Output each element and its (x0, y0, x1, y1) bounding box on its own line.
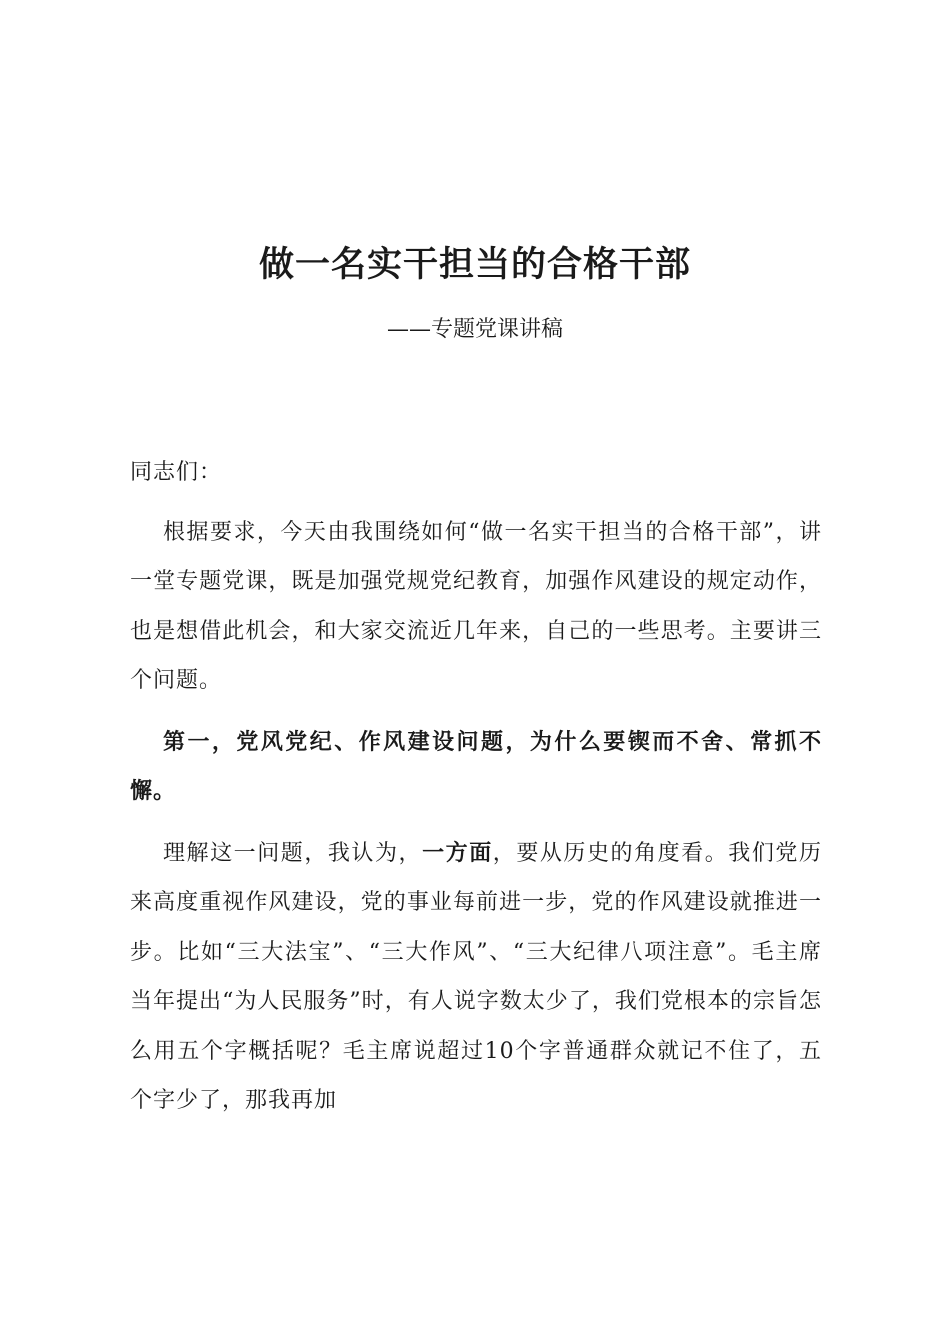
para2-emphasis: 一方面 (422, 839, 493, 866)
document-title: 做一名实干担当的合格干部 (258, 244, 691, 285)
document-body (130, 448, 822, 1126)
section-heading-1: 第一，党风党纪、作风建设问题，为什么要锲而不舍、常抓不懈。 (130, 729, 822, 804)
para2-rest: ，要从历史的角度看。我们党历来高度重视作风建设，党的事业每前进一步，党的作风建设就推进一步。比如“三大法宝”、“三大作风”、“三大纪律八项注意”。毛主席当年提出“为人民服务”时，有人说字数太少了，我们党根本的宗旨怎么用五个字概括呢？毛主席说超过10个字普通群众就记不住了，五个字少了，那我再加 (130, 840, 823, 1113)
salutation: 同志们： (130, 460, 223, 485)
body-paragraph-2 (130, 829, 822, 1126)
document-subtitle: ——专题党课讲稿 (386, 317, 563, 342)
para2-prefix: 理解这一问题，我认为， (163, 840, 423, 866)
intro-paragraph: 根据要求，今天由我围绕如何“做一名实干担当的合格干部”，讲一堂专题党课，既是加强党规党纪教育，加强作风建设的规定动作，也是想借此机会，和大家交流近几年来，自己的一些思考。主要讲三个问题。 (130, 519, 822, 693)
